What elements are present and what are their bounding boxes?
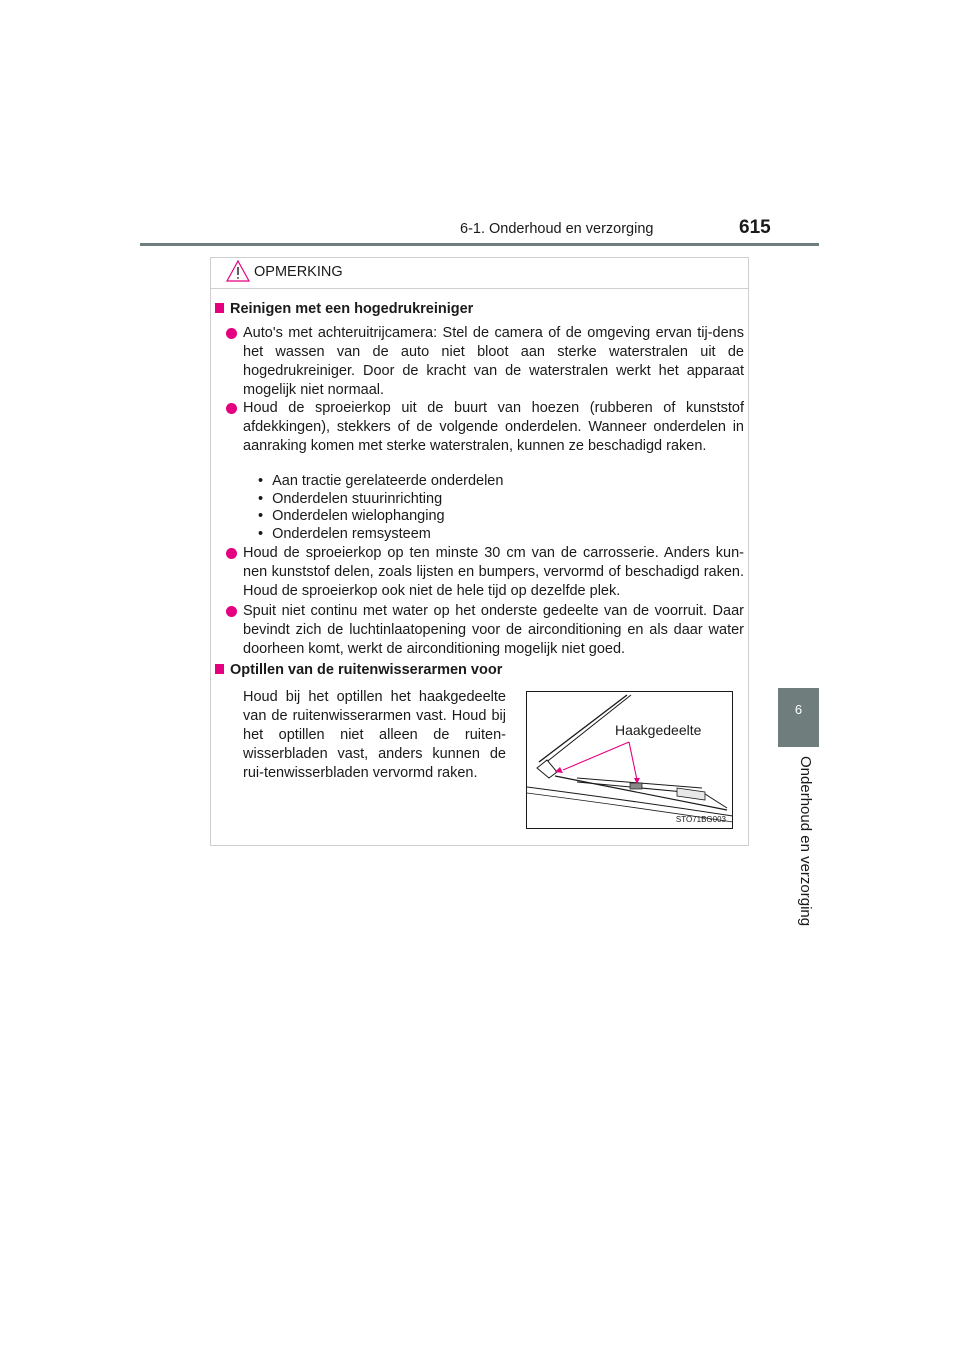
warning-triangle-icon — [226, 260, 250, 282]
bullet-dot-icon — [226, 403, 237, 414]
wiper-figure — [526, 691, 733, 829]
notice-box — [210, 257, 749, 846]
sublist-item: • Onderdelen wielophanging — [258, 508, 503, 526]
sublist-item: • Onderdelen stuurinrichting — [258, 491, 503, 509]
wiper-illustration — [527, 692, 733, 829]
square-bullet-icon — [215, 664, 224, 674]
sublist-item: • Onderdelen remsysteem — [258, 526, 503, 544]
figure-label: Haakgedeelte — [615, 722, 702, 738]
chapter-tab: 6 — [778, 688, 819, 747]
list-item: Houd de sproeierkop uit de buurt van hoezen (rubberen of kunststof afdekkingen), stekkers of de volgende onderdelen. Wanneer onderdelen in aanraking komen met sterke waterstralen, kunnen ze beschadigd raken. — [226, 399, 744, 456]
bullet-dot-icon — [226, 328, 237, 339]
square-bullet-icon — [215, 303, 224, 313]
bullet-dot-icon — [226, 606, 237, 617]
page-number: 615 — [739, 217, 771, 238]
notice-header — [211, 258, 748, 289]
bullet-dot-icon — [226, 548, 237, 559]
header-divider — [140, 243, 819, 246]
header-section-title: 6-1. Onderhoud en verzorging — [460, 221, 654, 237]
section-heading-wiper-arms: Optillen van de ruitenwisserarmen voor — [215, 662, 502, 678]
list-item: Auto's met achteruitrijcamera: Stel de camera of de omgeving ervan tij-dens het wassen van de auto niet bloot aan sterke waterstralen uit de hogedrukreiniger. Door de kracht van de waterstralen werkt het apparaat mogelijk niet normaal. — [226, 324, 744, 400]
sublist-item: • Aan tractie gerelateerde onderdelen — [258, 473, 503, 491]
section-heading-pressure-washer: Reinigen met een hogedrukreiniger — [215, 301, 473, 317]
list-item: Houd de sproeierkop op ten minste 30 cm van de carrosserie. Anders kun-nen kunststof delen, zoals lijsten en bumpers, vervormd of beschadigd raken. Houd de sproeierkop ook niet de hele tijd op dezelfde plek. — [226, 544, 744, 601]
list-item: Spuit niet continu met water op het onderste gedeelte van de voorruit. Daar bevindt zich de luchtinlaatopening voor de airconditioning en als daar water doorheen komt, werkt de airconditioning mogelijk niet goed. — [226, 602, 744, 659]
figure-code: STO71BG003 — [675, 815, 726, 824]
notice-title: OPMERKING — [254, 264, 343, 280]
wiper-instructions: Houd bij het optillen het haakgedeelte van de ruitenwisserarmen vast. Houd bij het optillen niet alleen de ruiten-wisserbladen vast, anders kunnen de rui-tenwisserbladen vervormd raken. — [243, 689, 506, 781]
chapter-title: Onderhoud en verzorging — [797, 756, 814, 927]
parts-sublist — [258, 473, 503, 543]
